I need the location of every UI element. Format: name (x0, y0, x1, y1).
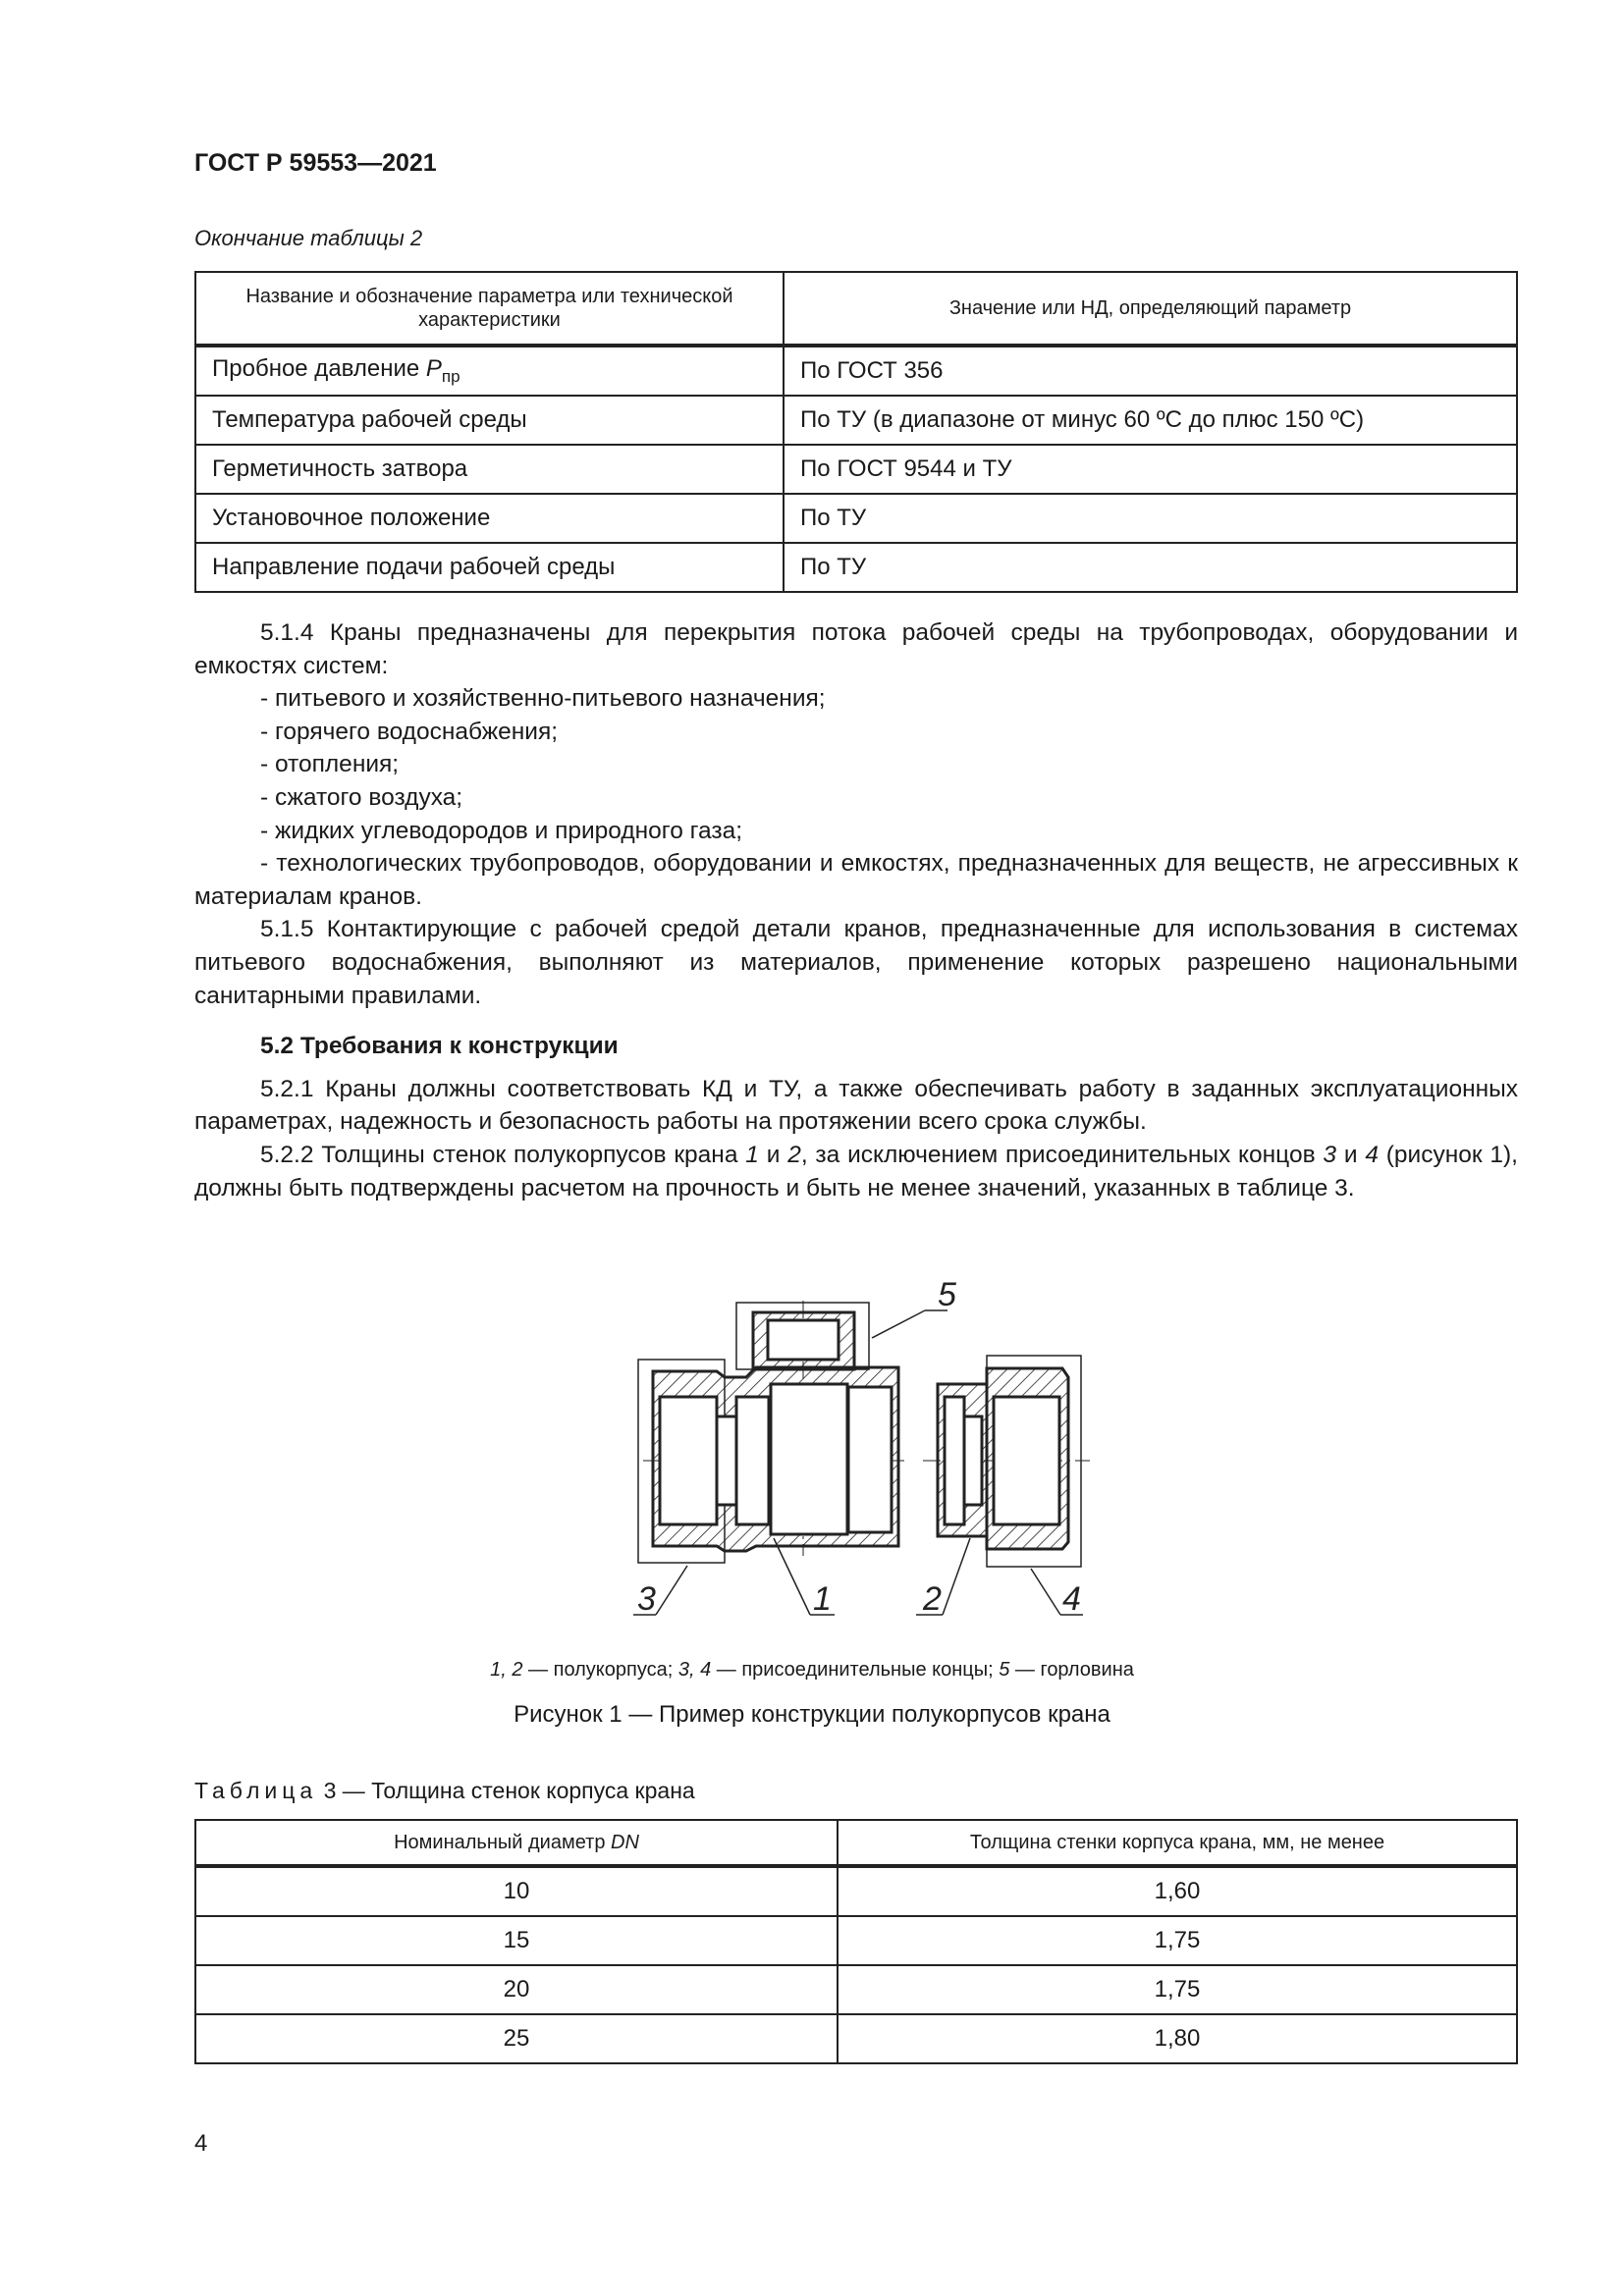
table-3-title (194, 1778, 695, 1804)
section-heading: 5.2 Требования к конструкции (260, 1033, 619, 1060)
text-span: , за исключением присоединительных концов (800, 1141, 1324, 1168)
header-cell (195, 1820, 838, 1866)
ref-number: 1 (745, 1141, 759, 1168)
header-cell: Толщина стенки корпуса крана, мм, не менее (838, 1820, 1517, 1866)
table-title-text: 3 — Толщина стенок корпуса крана (317, 1778, 695, 1803)
figure-legend (0, 1659, 1624, 1682)
text-span: 5.2.2 Толщины стенок полукорпусов крана (260, 1141, 746, 1168)
legend-text: — присоединительные концы; (711, 1659, 1000, 1681)
table-header-row (195, 272, 1517, 346)
text-span: и (758, 1141, 788, 1168)
thickness-cell: 1,75 (838, 1916, 1517, 1965)
paragraph-5-1-4: 5.1.4 Краны предназначены для перекрытия потока рабочей среды на трубопроводах, оборудовании и емкостях систем: (194, 619, 1518, 679)
document-header: ГОСТ Р 59553—2021 (194, 149, 437, 177)
legend-text: — горловина (1009, 1659, 1134, 1681)
table-row (195, 543, 1517, 592)
thickness-cell: 1,60 (838, 1866, 1517, 1916)
value-cell: По ГОСТ 356 (784, 346, 1517, 396)
table-row (195, 445, 1517, 494)
dn-cell: 10 (195, 1866, 838, 1916)
param-subscript: пр (441, 366, 460, 386)
param-cell: Направление подачи рабочей среды (195, 543, 784, 592)
page-number: 4 (194, 2130, 208, 2157)
body-text (194, 616, 1518, 1204)
param-cell: Установочное положение (195, 494, 784, 543)
legend-text: — полукорпуса; (522, 1659, 678, 1681)
param-cell: Герметичность затвора (195, 445, 784, 494)
dn-cell: 20 (195, 1965, 838, 2014)
list-item: - питьевого и хозяйственно-питьевого назначения; (260, 685, 826, 713)
value-cell: По ГОСТ 9544 и ТУ (784, 445, 1517, 494)
list-item: - отопления; (260, 751, 400, 778)
param-cell (195, 346, 784, 396)
header-text: Номинальный диаметр (394, 1831, 612, 1853)
table-continuation-label: Окончание таблицы 2 (194, 226, 423, 250)
label-4: 4 (1062, 1580, 1081, 1618)
header-cell: Название и обозначение параметра или технической характеристики (195, 272, 784, 346)
paragraph-5-2-1: 5.2.1 Краны должны соответствовать КД и ТУ, а также обеспечивать работу в заданных эксплуатационных параметрах, надежность и безопасность работы на протяжении всего срока службы. (194, 1075, 1518, 1136)
dn-cell: 25 (195, 2014, 838, 2063)
list-item: - сжатого воздуха; (260, 783, 463, 811)
table-row (195, 396, 1517, 445)
figure-caption: Рисунок 1 — Пример конструкции полукорпусов крана (514, 1701, 1110, 1728)
table-row (195, 2014, 1517, 2063)
value-cell: По ТУ (в диапазоне от минус 60 ºС до плюс 150 ºС) (784, 396, 1517, 445)
param-symbol: P (425, 355, 442, 383)
param-text: Пробное давление (212, 355, 426, 383)
legend-num: 3, 4 (677, 1659, 712, 1681)
thickness-cell: 1,80 (838, 2014, 1517, 2063)
table-header-row (195, 1820, 1517, 1866)
legend-num: 5 (999, 1659, 1010, 1681)
label-2: 2 (923, 1580, 942, 1618)
thickness-cell: 1,75 (838, 1965, 1517, 2014)
value-cell: По ТУ (784, 494, 1517, 543)
paragraph-5-1-5: 5.1.5 Контактирующие с рабочей средой детали кранов, предназначенные для использования в системах питьевого водоснабжения, выполняют из материалов, применение которых разрешено национальными санитарными правилами. (194, 916, 1518, 1009)
table-row (195, 1965, 1517, 2014)
table-row (195, 1866, 1517, 1916)
ref-number: 3 (1323, 1141, 1337, 1168)
ref-number: 4 (1365, 1141, 1379, 1168)
dn-cell: 15 (195, 1916, 838, 1965)
label-5: 5 (938, 1276, 956, 1313)
list-item: - горячего водоснабжения; (260, 718, 559, 745)
text-span: (рисунок 1), должны быть подтверждены расчетом на прочность и быть не менее значений, указанных в таблице 3. (194, 1141, 1518, 1201)
label-3: 3 (637, 1580, 656, 1618)
table-label: Таблица (194, 1778, 318, 1803)
list-item: - жидких углеводородов и природного газа; (260, 817, 743, 844)
table-row (195, 494, 1517, 543)
table-2 (194, 271, 1518, 593)
text-span: и (1336, 1141, 1366, 1168)
value-cell: По ТУ (784, 543, 1517, 592)
param-cell: Температура рабочей среды (195, 396, 784, 445)
header-cell: Значение или НД, определяющий параметр (784, 272, 1517, 346)
ref-number: 2 (787, 1141, 801, 1168)
table-row (195, 346, 1517, 396)
table-3 (194, 1819, 1518, 2064)
paragraph-5-2-2 (194, 1139, 1518, 1204)
table-row (195, 1916, 1517, 1965)
header-symbol: DN (611, 1831, 639, 1853)
legend-num: 1, 2 (490, 1659, 523, 1681)
list-item: - технологических трубопроводов, оборудовании и емкостях, предназначенных для веществ, не агрессивных к материалам кранов. (194, 850, 1518, 910)
valve-body-drawing (619, 1271, 1110, 1644)
label-1: 1 (813, 1580, 832, 1618)
